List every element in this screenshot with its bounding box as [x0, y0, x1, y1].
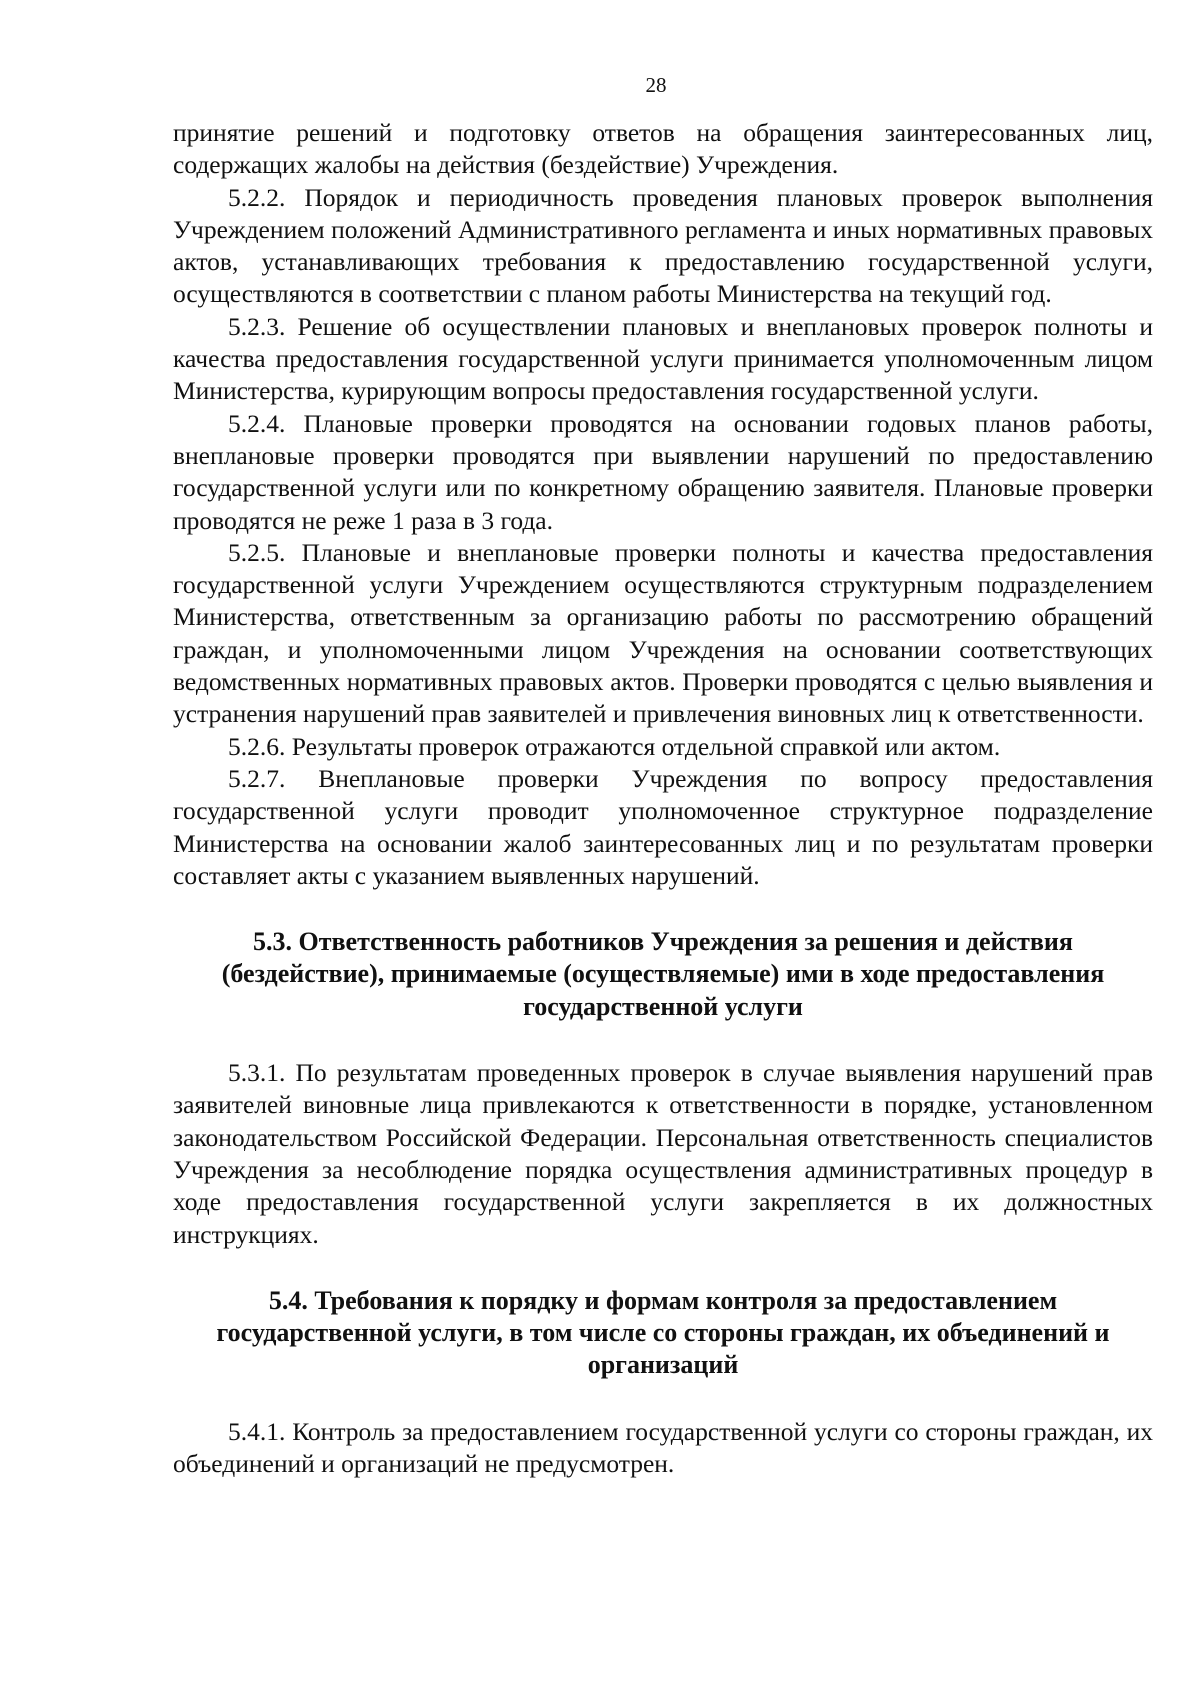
- paragraph-5-2-6: 5.2.6. Результаты проверок отражаются отдельной справкой или актом.: [228, 731, 1001, 761]
- paragraph-continuation: принятие решений и подготовку ответов на обращения заинтересованных лиц, содержащих жалобы на действия (бездействие) Учреждения.: [173, 118, 1153, 180]
- section-heading-5-4: 5.4. Требования к порядку и формам контроля за предоставлением государственной услуги, в том числе со стороны граждан, их объединений и организаций: [216, 1285, 1110, 1380]
- paragraph-5-2-7: 5.2.7. Внеплановые проверки Учреждения по вопросу предоставления государственной услуги проводит уполномоченное структурное подразделение Министерства на основании жалоб заинтересованных лиц и по результатам проверки составляет акты с указанием выявленных нарушений.: [173, 763, 1153, 890]
- paragraph-5-2-4: 5.2.4. Плановые проверки проводятся на основании годовых планов работы, внеплановые проверки проводятся при выявлении нарушений по предоставлению государственной услуги или по конкретному обращению заявителя. Плановые проверки проводятся не реже 1 раза в 3 года.: [173, 408, 1153, 535]
- paragraph-5-2-3: 5.2.3. Решение об осуществлении плановых и внеплановых проверок полноты и качества предоставления государственной услуги принимается уполномоченным лицом Министерства, курирующим вопросы предоставления государственной услуги.: [173, 311, 1153, 406]
- page-number: 28: [645, 73, 667, 97]
- paragraph-5-3-1: 5.3.1. По результатам проведенных проверок в случае выявления нарушений прав заявителей виновные лица привлекаются к ответственности в порядке, установленном законодательством Российской Федерации. Персональная ответственность специалистов Учреждения за несоблюдение порядка осуществления административных процедур в ходе предоставления государственной услуги закрепляется в их должностных инструкциях.: [173, 1058, 1153, 1249]
- paragraph-5-2-5: 5.2.5. Плановые и внеплановые проверки полноты и качества предоставления государственной услуги Учреждением осуществляются структурным подразделением Министерства, ответственным за организацию работы по рассмотрению обращений граждан, и уполномоченными лицом Учреждения на основании соответствующих ведомственных нормативных правовых актов. Проверки проводятся с целью выявления и устранения нарушений прав заявителей и привлечения виновных лиц к ответственности.: [173, 537, 1153, 729]
- section-heading-5-3: 5.3. Ответственность работников Учреждения за решения и действия (бездействие), принимаемые (осуществляемые) ими в ходе предоставления государственной услуги: [221, 927, 1105, 1021]
- paragraph-5-4-1: 5.4.1. Контроль за предоставлением государственной услуги со стороны граждан, их объединений и организаций не предусмотрен.: [173, 1416, 1153, 1478]
- paragraph-5-2-2: 5.2.2. Порядок и периодичность проведения плановых проверок выполнения Учреждением положений Административного регламента и иных нормативных правовых актов, устанавливающих требования к предоставлению государственной услуги, осуществляются в соответствии с планом работы Министерства на текущий год.: [173, 182, 1153, 309]
- document-body: [173, 117, 1153, 1480]
